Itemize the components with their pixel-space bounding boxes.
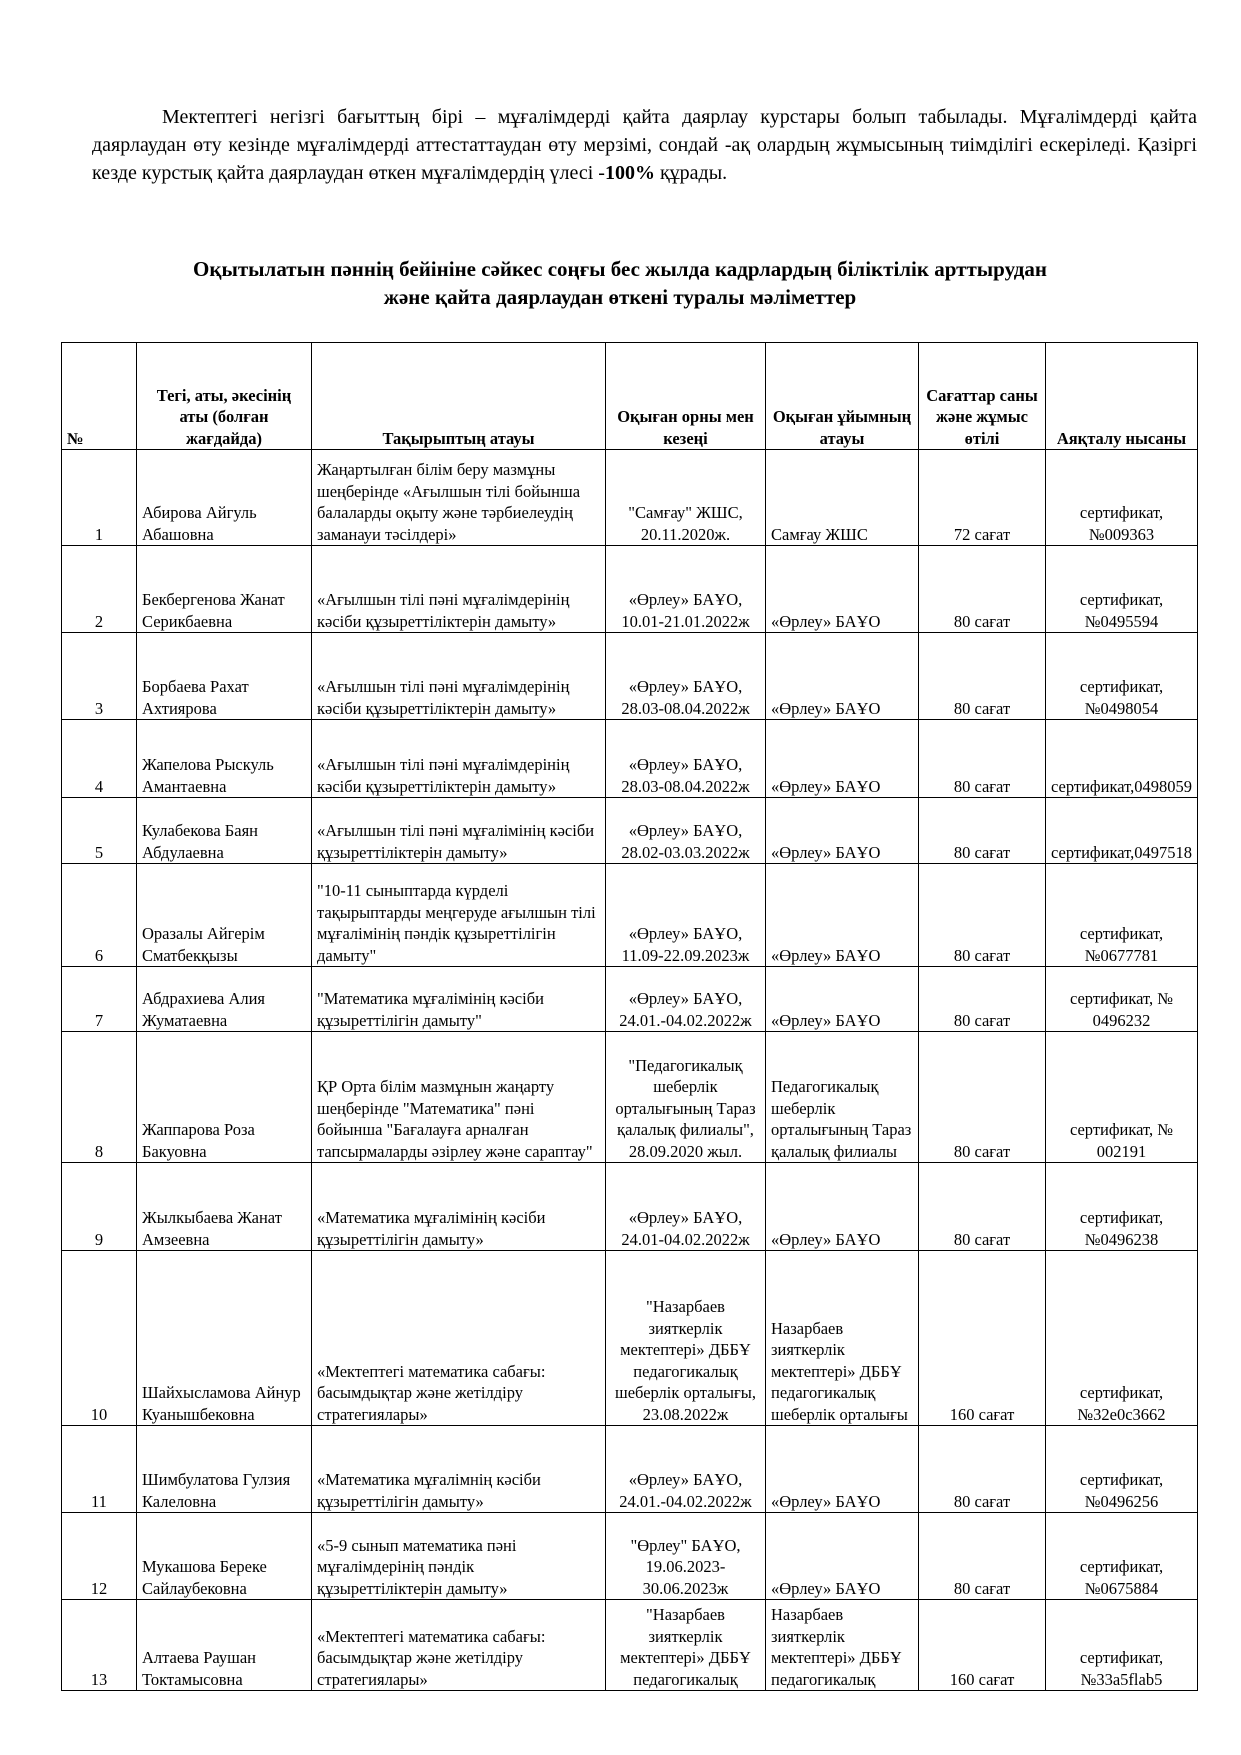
hours-count: 160 сағат	[919, 1600, 1046, 1691]
organization-name: «Өрлеу» БАҰО	[766, 798, 919, 864]
header-hours: Сағаттар саны және жұмыс өтілі	[919, 343, 1046, 450]
intro-percent: 100%	[604, 162, 655, 184]
table-row	[62, 1251, 1198, 1426]
hours-count: 80 сағат	[919, 1513, 1046, 1600]
teacher-name: Алтаева Раушан Токтамысовна	[137, 1600, 312, 1691]
completion-form: сертификат, №0498054	[1046, 633, 1198, 720]
teacher-name: Жаппарова Роза Бакуовна	[137, 1032, 312, 1163]
completion-form: сертификат, №0675884	[1046, 1513, 1198, 1600]
course-topic: «5-9 сынып математика пәні мұғалімдерінің пәндік құзыреттіліктерін дамыту»	[312, 1513, 606, 1600]
course-topic: «Математика мұғалімнің кәсіби құзыреттілігін дамыту»	[312, 1426, 606, 1513]
row-number: 2	[62, 546, 137, 633]
study-place: «Өрлеу» БАҰО, 24.01.-04.02.2022ж	[606, 1426, 766, 1513]
teacher-name: Жылкыбаева Жанат Амзеевна	[137, 1163, 312, 1251]
course-topic: «Мектептегі математика сабағы: басымдықтар және жетілдіру стратегиялары»	[312, 1600, 606, 1691]
completion-form: сертификат, №0496256	[1046, 1426, 1198, 1513]
study-place: «Өрлеу» БАҰО, 10.01-21.01.2022ж	[606, 546, 766, 633]
intro-text: Мектептегі негізгі бағыттың бірі – мұғалімдерді қайта даярлау курстары болып табылады. Мұғалімдерді қайта даярлаудан өту кезінде мұғалімдерді аттестаттаудан өту мерзімі, сондай -ақ олардың жұмысының тиімділігі ескеріледі. Қазіргі кезде курстық қайта даярлаудан өткен мұғалімдердің үлесі -	[92, 106, 1197, 184]
course-topic: «Ағылшын тілі пәні мұғалімдерінің кәсіби құзыреттіліктерін дамыту»	[312, 546, 606, 633]
header-name: Тегі, аты, әкесінің аты (болған жағдайда)	[137, 343, 312, 450]
hours-count: 80 сағат	[919, 1163, 1046, 1251]
teacher-name: Жапелова Рыскуль Амантаевна	[137, 720, 312, 798]
organization-name: «Өрлеу» БАҰО	[766, 633, 919, 720]
completion-form: сертификат, №32e0c3662	[1046, 1251, 1198, 1426]
row-number: 6	[62, 864, 137, 967]
title-line-2: және қайта даярлаудан өткені туралы мәліметтер	[383, 285, 857, 309]
row-number: 11	[62, 1426, 137, 1513]
hours-count: 80 сағат	[919, 798, 1046, 864]
table-row	[62, 633, 1198, 720]
header-num: №	[62, 343, 137, 450]
table-row	[62, 864, 1198, 967]
header-place: Оқыған орны мен кезеңі	[606, 343, 766, 450]
course-topic: «Математика мұғалімінің кәсіби құзыреттілігін дамыту»	[312, 1163, 606, 1251]
hours-count: 80 сағат	[919, 967, 1046, 1032]
study-place: "Назарбаев зияткерлік мектептері» ДББҰ педагогикалық шеберлік орталығы, 23.08.2022ж	[606, 1251, 766, 1426]
course-topic: «Ағылшын тілі пәні мұғалімдерінің кәсіби құзыреттіліктерін дамыту»	[312, 720, 606, 798]
study-place: «Өрлеу» БАҰО, 11.09-22.09.2023ж	[606, 864, 766, 967]
header-topic: Тақырыптың атауы	[312, 343, 606, 450]
course-topic: ҚР Орта білім мазмұнын жаңарту шеңберінде "Математика" пәні бойынша "Бағалауға арналған тапсырмаларды әзірлеу және сараптау"	[312, 1032, 606, 1163]
teacher-name: Борбаева Рахат Ахтиярова	[137, 633, 312, 720]
hours-count: 160 сағат	[919, 1251, 1046, 1426]
table-row	[62, 450, 1198, 546]
table-row	[62, 1600, 1198, 1691]
hours-count: 80 сағат	[919, 1032, 1046, 1163]
completion-form: сертификат,0498059	[1046, 720, 1198, 798]
study-place: «Өрлеу» БАҰО, 28.03-08.04.2022ж	[606, 633, 766, 720]
row-number: 1	[62, 450, 137, 546]
row-number: 9	[62, 1163, 137, 1251]
completion-form: сертификат, №33a5flab5	[1046, 1600, 1198, 1691]
table-row	[62, 1513, 1198, 1600]
teacher-name: Абдрахиева Алия Жуматаевна	[137, 967, 312, 1032]
study-place: "Назарбаев зияткерлік мектептері» ДББҰ педагогикалық	[606, 1600, 766, 1691]
teacher-name: Кулабекова Баян Абдулаевна	[137, 798, 312, 864]
course-topic: Жаңартылған білім беру мазмұны шеңберінде «Ағылшын тілі бойынша балаларды оқыту және тәрбиелеудің заманауи тәсілдері»	[312, 450, 606, 546]
row-number: 7	[62, 967, 137, 1032]
table-row	[62, 967, 1198, 1032]
header-org: Оқыған ұйымның атауы	[766, 343, 919, 450]
study-place: "Самғау" ЖШС, 20.11.2020ж.	[606, 450, 766, 546]
completion-form: сертификат, № 002191	[1046, 1032, 1198, 1163]
teacher-name: Бекбергенова Жанат Серикбаевна	[137, 546, 312, 633]
row-number: 10	[62, 1251, 137, 1426]
organization-name: «Өрлеу» БАҰО	[766, 720, 919, 798]
table-row	[62, 1163, 1198, 1251]
table-row	[62, 546, 1198, 633]
row-number: 3	[62, 633, 137, 720]
header-form: Аяқталу нысаны	[1046, 343, 1198, 450]
hours-count: 72 сағат	[919, 450, 1046, 546]
completion-form: сертификат, № 0496232	[1046, 967, 1198, 1032]
row-number: 8	[62, 1032, 137, 1163]
intro-text-end: құрады.	[654, 162, 728, 184]
organization-name: Самғау ЖШС	[766, 450, 919, 546]
row-number: 4	[62, 720, 137, 798]
intro-paragraph	[92, 103, 1197, 187]
completion-form: сертификат, №009363	[1046, 450, 1198, 546]
organization-name: «Өрлеу» БАҰО	[766, 1163, 919, 1251]
study-place: "Педагогикалық шеберлік орталығының Тараз қалалық филиалы", 28.09.2020 жыл.	[606, 1032, 766, 1163]
table-row	[62, 1032, 1198, 1163]
study-place: «Өрлеу» БАҰО, 28.03-08.04.2022ж	[606, 720, 766, 798]
organization-name: «Өрлеу» БАҰО	[766, 1426, 919, 1513]
table-header-row	[62, 343, 1198, 450]
training-table	[61, 342, 1198, 1691]
organization-name: Назарбаев зияткерлік мектептері» ДББҰ педагогикалық шеберлік орталығы	[766, 1251, 919, 1426]
organization-name: «Өрлеу» БАҰО	[766, 864, 919, 967]
teacher-name: Шимбулатова Гулзия Калеловна	[137, 1426, 312, 1513]
row-number: 12	[62, 1513, 137, 1600]
table-row	[62, 720, 1198, 798]
title-line-1: Оқытылатын пәннің бейініне сәйкес соңғы бес жылда кадрлардың біліктілік арттырудан	[193, 257, 1047, 281]
organization-name: Назарбаев зияткерлік мектептері» ДББҰ педагогикалық	[766, 1600, 919, 1691]
hours-count: 80 сағат	[919, 546, 1046, 633]
organization-name: «Өрлеу» БАҰО	[766, 546, 919, 633]
teacher-name: Оразалы Айгерім Сматбекқызы	[137, 864, 312, 967]
hours-count: 80 сағат	[919, 864, 1046, 967]
table-row	[62, 798, 1198, 864]
teacher-name: Мукашова Береке Сайлаубековна	[137, 1513, 312, 1600]
completion-form: сертификат, №0495594	[1046, 546, 1198, 633]
study-place: «Өрлеу» БАҰО, 24.01.-04.02.2022ж	[606, 967, 766, 1032]
teacher-name: Шайхысламова Айнур Куанышбековна	[137, 1251, 312, 1426]
completion-form: сертификат, №0496238	[1046, 1163, 1198, 1251]
study-place: «Өрлеу» БАҰО, 28.02-03.03.2022ж	[606, 798, 766, 864]
organization-name: Педагогикалық шеберлік орталығының Тараз қалалық филиалы	[766, 1032, 919, 1163]
study-place: "Өрлеу" БАҰО, 19.06.2023-30.06.2023ж	[606, 1513, 766, 1600]
study-place: «Өрлеу» БАҰО, 24.01-04.02.2022ж	[606, 1163, 766, 1251]
row-number: 5	[62, 798, 137, 864]
course-topic: «Мектептегі математика сабағы: басымдықтар және жетілдіру стратегиялары»	[312, 1251, 606, 1426]
course-topic: "10-11 сыныптарда күрделі тақырыптарды меңгеруде ағылшын тілі мұғалімінің пәндік құзыреттілігін дамыту"	[312, 864, 606, 967]
hours-count: 80 сағат	[919, 633, 1046, 720]
completion-form: сертификат, №0677781	[1046, 864, 1198, 967]
section-title	[60, 255, 1180, 311]
course-topic: «Ағылшын тілі пәні мұғалімінің кәсіби құзыреттіліктерін дамыту»	[312, 798, 606, 864]
hours-count: 80 сағат	[919, 720, 1046, 798]
organization-name: «Өрлеу» БАҰО	[766, 967, 919, 1032]
course-topic: "Математика мұғалімінің кәсіби құзыреттілігін дамыту"	[312, 967, 606, 1032]
organization-name: «Өрлеу» БАҰО	[766, 1513, 919, 1600]
table-row	[62, 1426, 1198, 1513]
course-topic: «Ағылшын тілі пәні мұғалімдерінің кәсіби құзыреттіліктерін дамыту»	[312, 633, 606, 720]
hours-count: 80 сағат	[919, 1426, 1046, 1513]
row-number: 13	[62, 1600, 137, 1691]
teacher-name: Абирова Айгуль Абашовна	[137, 450, 312, 546]
completion-form: сертификат,0497518	[1046, 798, 1198, 864]
